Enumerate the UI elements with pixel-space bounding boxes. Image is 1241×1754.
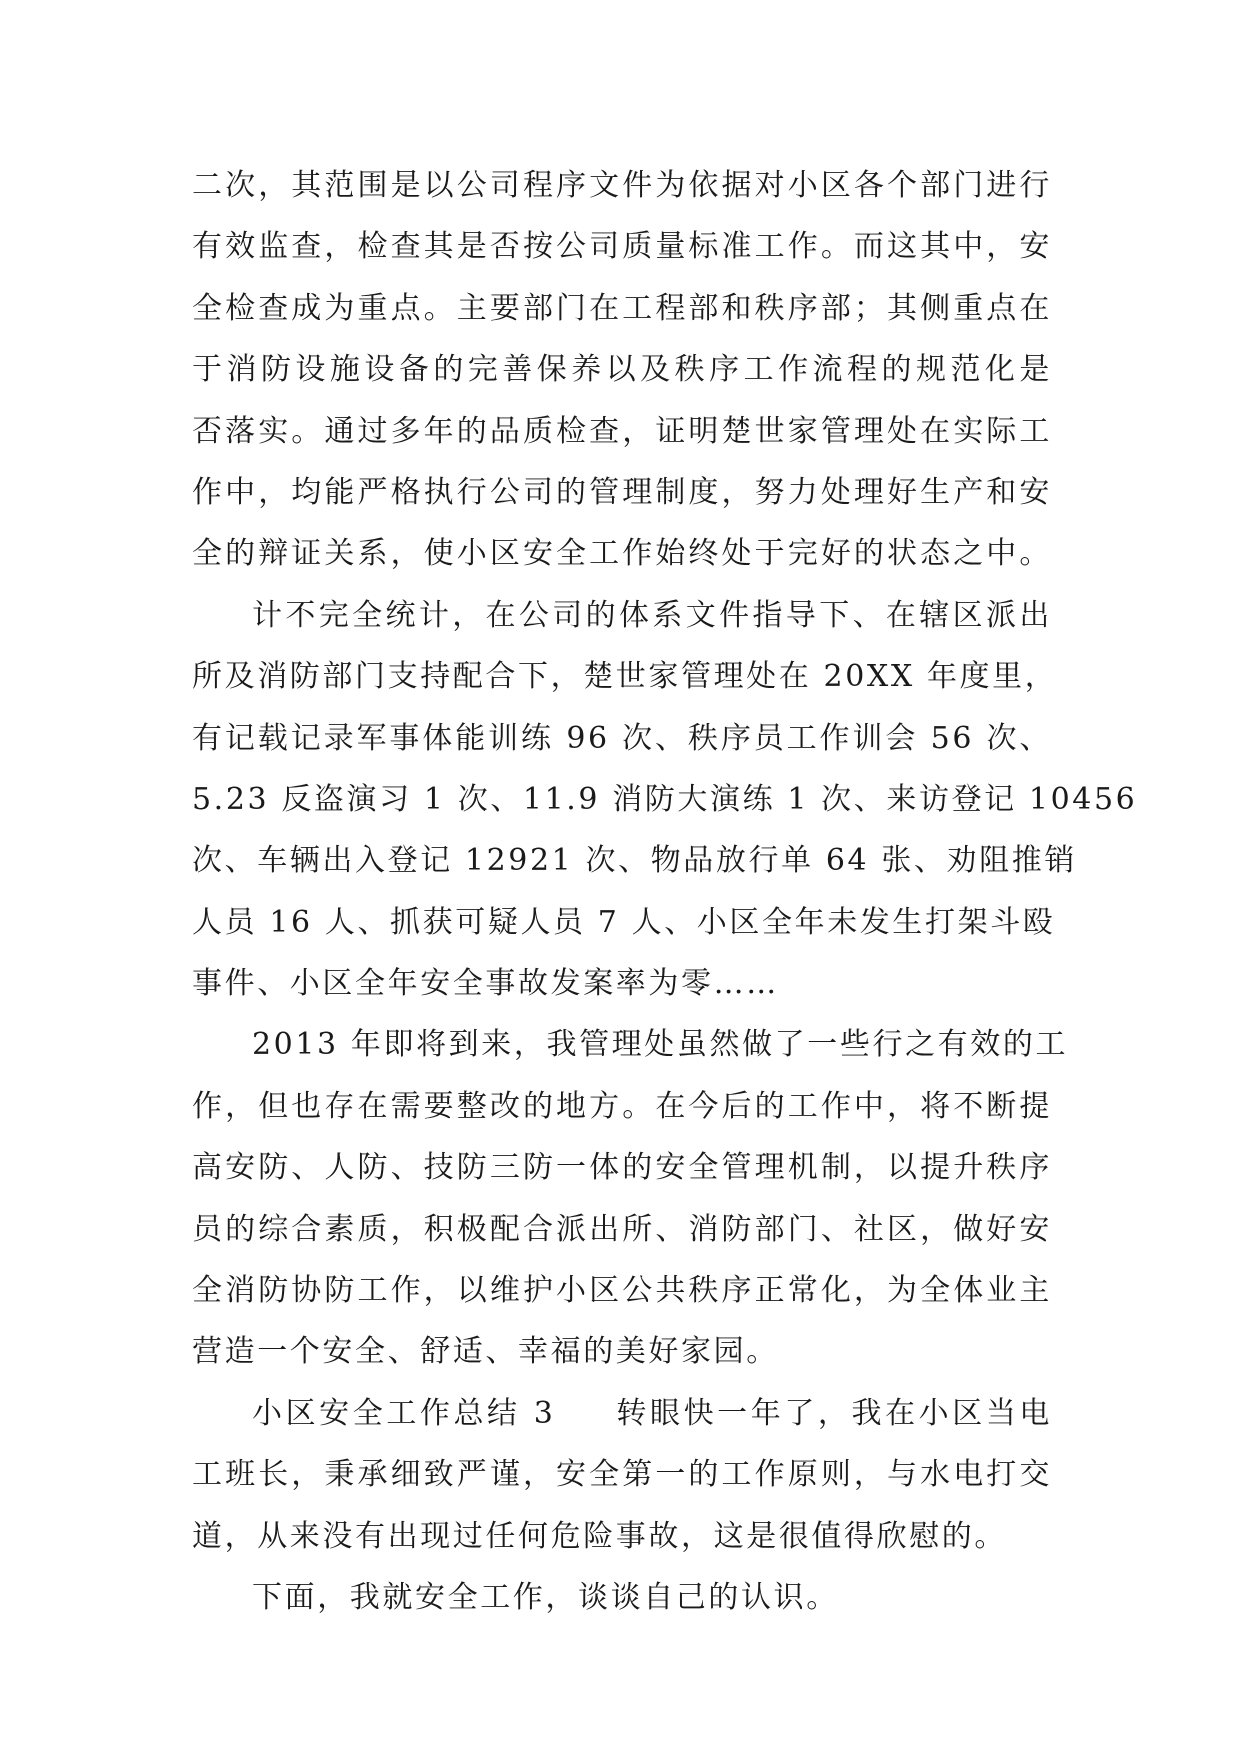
text-line: 2013 年即将到来，我管理处虽然做了一些行之有效的工 (252, 1027, 1069, 1063)
text-line: 道，从来没有出现过任何危险事故，这是很值得欣慰的。 (192, 1518, 1007, 1554)
text-line: 作中，均能严格执行公司的管理制度，努力处理好生产和安 (192, 474, 1052, 510)
text-line: 人员 16 人、抓获可疑人员 7 人、小区全年未发生打架斗殴 (192, 904, 1056, 940)
text-line: 员的综合素质，积极配合派出所、消防部门、社区，做好安 (192, 1211, 1052, 1247)
text-line: 计不完全统计，在公司的体系文件指导下、在辖区派出 (252, 597, 1052, 633)
text-line: 二次，其范围是以公司程序文件为依据对小区各个部门进行 (192, 168, 1052, 203)
paragraph-1 (192, 155, 1052, 585)
paragraph-2 (192, 585, 1138, 1015)
text-line: 全的辩证关系，使小区安全工作始终处于完好的状态之中。 (192, 536, 1052, 572)
text-line: 全消防协防工作，以维护小区公共秩序正常化，为全体业主 (192, 1273, 1052, 1309)
text-line: 否落实。通过多年的品质检查，证明楚世家管理处在实际工 (192, 413, 1052, 449)
paragraph-3 (192, 1014, 1069, 1382)
text-span: 转眼快一年了，我在小区当电 (615, 1395, 1052, 1431)
text-line: 营造一个安全、舒适、幸福的美好家园。 (192, 1334, 779, 1370)
text-line (192, 1383, 1052, 1444)
text-line: 作，但也存在需要整改的地方。在今后的工作中，将不断提 (192, 1088, 1052, 1124)
text-line: 全检查成为重点。主要部门在工程部和秩序部；其侧重点在 (192, 290, 1052, 326)
text-line: 下面，我就安全工作，谈谈自己的认识。 (252, 1579, 839, 1615)
paragraph-4 (192, 1383, 1052, 1567)
text-line: 有效监查，检查其是否按公司质量标准工作。而这其中，安 (192, 229, 1052, 265)
text-line: 事件、小区全年安全事故发案率为零…… (192, 966, 779, 1002)
text-line: 有记载记录军事体能训练 96 次、秩序员工作训会 56 次、 (192, 720, 1052, 756)
text-line: 所及消防部门支持配合下，楚世家管理处在 20XX 年度里， (192, 659, 1058, 695)
text-line: 工班长，秉承细致严谨，安全第一的工作原则，与水电打交 (192, 1457, 1052, 1493)
body-text (192, 155, 1138, 1628)
paragraph-5 (192, 1567, 1052, 1628)
text-line: 高安防、人防、技防三防一体的安全管理机制，以提升秩序 (192, 1150, 1052, 1186)
text-line: 次、车辆出入登记 12921 次、物品放行单 64 张、劝阻推销 (192, 843, 1077, 879)
text-line: 于消防设施设备的完善保养以及秩序工作流程的规范化是 (192, 352, 1052, 388)
section-heading: 小区安全工作总结 3 (252, 1395, 556, 1431)
text-line: 5.23 反盗演习 1 次、11.9 消防大演练 1 次、来访登记 10456 (192, 781, 1138, 817)
